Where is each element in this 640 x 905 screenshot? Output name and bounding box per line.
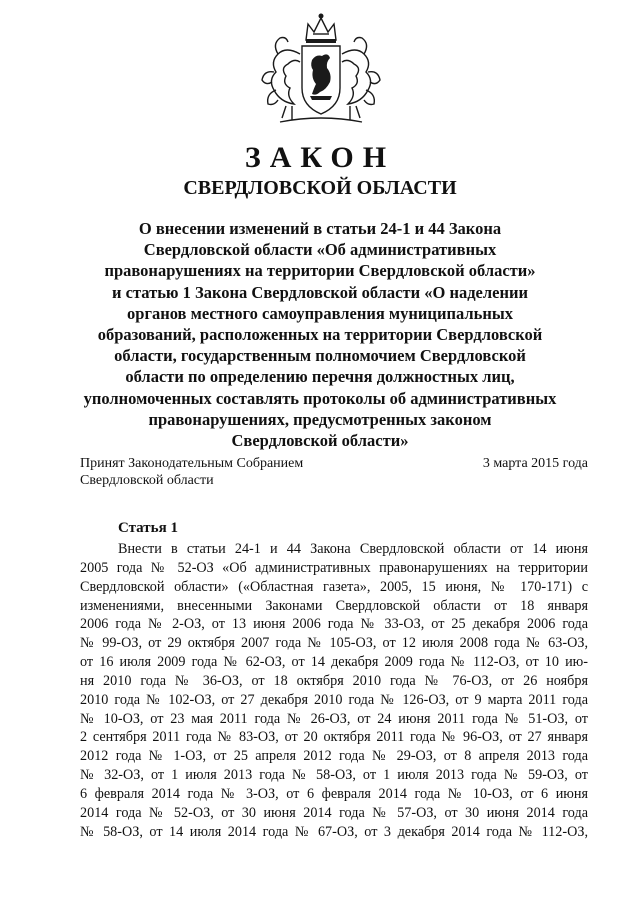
article-line: № 99-ОЗ, от 29 октября 2007 года № 105-ОЗ, от 12 июля 2008 года № 63-ОЗ, <box>80 635 588 652</box>
adoption-note <box>80 455 303 489</box>
subject-line: области, государственным полномочием Свердловской <box>114 346 526 366</box>
article-body <box>80 540 588 842</box>
article-line: 2 сентября 2011 года № 83-ОЗ, от 20 октября 2011 года № 96-ОЗ, от 27 января <box>80 729 588 746</box>
article-heading: Статья 1 <box>118 520 178 536</box>
subject-line: Свердловской области» <box>231 431 409 451</box>
subject-line: области по определению перечня должностных лиц, <box>125 367 515 387</box>
article-line: Внести в статьи 24-1 и 44 Закона Свердловской области от 14 июня <box>118 541 588 557</box>
article-line: 2012 года № 1-ОЗ, от 25 апреля 2012 года № 29-ОЗ, от 8 апреля 2013 года <box>80 748 588 765</box>
article-line: 2010 года № 102-ОЗ, от 27 декабря 2010 года № 126-ОЗ, от 9 марта 2011 года <box>80 691 588 708</box>
article-line: № 58-ОЗ, от 14 июля 2014 года № 67-ОЗ, от 3 декабря 2014 года № 112-ОЗ, <box>80 823 588 840</box>
subject-line: образований, расположенных на территории Свердловской <box>97 325 543 345</box>
article-line: 2006 года № 2-ОЗ, от 13 июня 2006 года № 33-ОЗ, от 25 декабря 2006 года <box>80 616 588 633</box>
subject-line: правонарушениях на территории Свердловской области» <box>104 261 536 281</box>
law-title: ЗАКОН <box>244 141 396 174</box>
article-line: 6 февраля 2014 года № 3-ОЗ, от 6 февраля 2014 года № 10-ОЗ, от 6 июня <box>80 785 588 802</box>
law-subject <box>80 218 560 451</box>
region-title: СВЕРДЛОВСКОЙ ОБЛАСТИ <box>183 177 457 199</box>
article-line: изменениями, внесенными Законами Свердловской области от 18 января <box>80 597 588 614</box>
subject-line: правонарушениях, предусмотренных законом <box>148 409 492 429</box>
subject-line: Свердловской области «Об административных <box>143 240 497 260</box>
article-line: ня 2010 года № 36-ОЗ, от 18 октября 2010 года № 76-ОЗ, от 26 ноября <box>80 672 588 689</box>
subject-line: уполномоченных составлять протоколы об административных <box>83 388 557 408</box>
article-line: № 10-ОЗ, от 23 мая 2011 года № 26-ОЗ, от 24 июня 2011 года № 51-ОЗ, от <box>80 710 588 727</box>
article-line: от 16 июля 2009 года № 62-ОЗ, от 14 декабря 2009 года № 112-ОЗ, от 10 ию- <box>80 654 588 671</box>
article-line: 2005 года № 52-ОЗ «Об административных правонарушениях на территории <box>80 559 588 576</box>
adoption-line-2: Свердловской области <box>80 473 214 488</box>
subject-line: органов местного самоуправления муниципальных <box>127 303 513 323</box>
subject-line: и статью 1 Закона Свердловской области «О наделении <box>112 282 528 302</box>
article-line: Свердловской области» («Областная газета», 2005, 15 июня, № 170-171) с <box>80 578 588 595</box>
subject-line: О внесении изменений в статьи 24-1 и 44 Закона <box>138 219 502 238</box>
article-line: № 32-ОЗ, от 1 июля 2013 года № 58-ОЗ, от 1 июля 2013 года № 59-ОЗ, от <box>80 767 588 784</box>
adoption-date: 3 марта 2015 года <box>482 456 588 471</box>
sverdlovsk-coat-of-arms-icon <box>256 10 386 130</box>
adoption-line-1: Принят Законодательным Собранием <box>80 456 304 471</box>
article-line: 2014 года № 52-ОЗ, от 30 июня 2014 года № 57-ОЗ, от 30 июня 2014 года <box>80 804 588 821</box>
